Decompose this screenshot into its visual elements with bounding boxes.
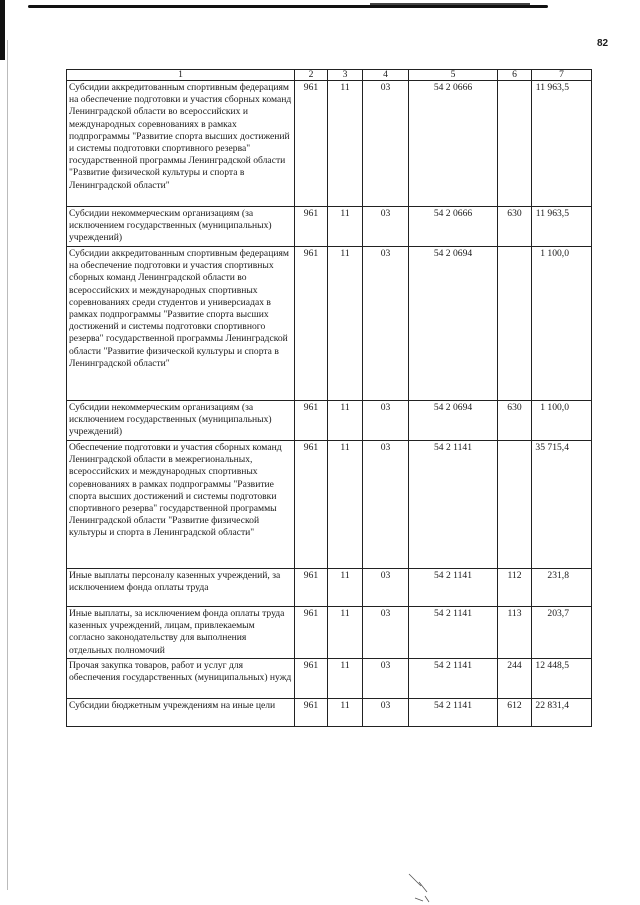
row-subsection-code: 03 <box>363 569 409 607</box>
row-expense-type <box>498 247 532 401</box>
scan-artifact-top-secondary <box>370 3 530 5</box>
row-ministry-code: 961 <box>295 659 328 699</box>
row-amount: 11 963,5 <box>532 81 592 207</box>
table-header-row <box>67 70 592 81</box>
row-target-code: 54 2 0694 <box>409 247 498 401</box>
row-amount: 1 100,0 <box>532 247 592 401</box>
pen-mark <box>405 868 445 905</box>
row-subsection-code: 03 <box>363 247 409 401</box>
row-expense-type <box>498 441 532 569</box>
header-cell: 1 <box>67 70 295 81</box>
row-section-code: 11 <box>328 207 363 247</box>
header-cell: 7 <box>532 70 592 81</box>
row-section-code: 11 <box>328 401 363 441</box>
row-name: Субсидии аккредитованным спортивным федерациям на обеспечение подготовки и участия спортивных сборных команд Ленинградской области во всероссийских и международных спортивных соревнованиях среди студентов и универсиадах в рамках подпрограммы "Развитие спорта высших достижений и системы подготовки спортивного резерва" государственной программы Ленинградской области "Развитие физической культуры и спорта в Ленинградской области" <box>67 247 295 401</box>
row-amount: 203,7 <box>532 607 592 659</box>
header-cell: 4 <box>363 70 409 81</box>
row-ministry-code: 961 <box>295 441 328 569</box>
scan-artifact-top <box>28 5 548 8</box>
table-row <box>67 699 592 727</box>
row-expense-type: 630 <box>498 401 532 441</box>
scan-artifact-edge <box>7 40 8 890</box>
table-row <box>67 441 592 569</box>
row-amount: 231,8 <box>532 569 592 607</box>
row-subsection-code: 03 <box>363 607 409 659</box>
row-target-code: 54 2 1141 <box>409 659 498 699</box>
row-section-code: 11 <box>328 81 363 207</box>
row-subsection-code: 03 <box>363 699 409 727</box>
row-amount: 11 963,5 <box>532 207 592 247</box>
row-name: Субсидии бюджетным учреждениям на иные цели <box>67 699 295 727</box>
row-expense-type: 112 <box>498 569 532 607</box>
row-expense-type: 630 <box>498 207 532 247</box>
row-name: Иные выплаты персоналу казенных учреждений, за исключением фонда оплаты труда <box>67 569 295 607</box>
page-number: 82 <box>597 38 609 49</box>
row-ministry-code: 961 <box>295 699 328 727</box>
row-amount: 12 448,5 <box>532 659 592 699</box>
table-row <box>67 659 592 699</box>
row-name: Субсидии некоммерческим организациям (за исключением государственных (муниципальных) учреждений) <box>67 401 295 441</box>
row-expense-type: 612 <box>498 699 532 727</box>
row-section-code: 11 <box>328 441 363 569</box>
row-subsection-code: 03 <box>363 207 409 247</box>
row-amount: 1 100,0 <box>532 401 592 441</box>
row-target-code: 54 2 0694 <box>409 401 498 441</box>
table-row <box>67 607 592 659</box>
row-ministry-code: 961 <box>295 81 328 207</box>
row-section-code: 11 <box>328 659 363 699</box>
row-name: Иные выплаты, за исключением фонда оплаты труда казенных учреждений, лицам, привлекаемым согласно законодательству для выполнения отдельных полномочий <box>67 607 295 659</box>
row-target-code: 54 2 1141 <box>409 699 498 727</box>
row-target-code: 54 2 0666 <box>409 81 498 207</box>
row-subsection-code: 03 <box>363 81 409 207</box>
row-target-code: 54 2 1141 <box>409 607 498 659</box>
budget-table <box>66 69 592 727</box>
row-expense-type: 244 <box>498 659 532 699</box>
row-target-code: 54 2 1141 <box>409 441 498 569</box>
row-subsection-code: 03 <box>363 401 409 441</box>
header-cell: 2 <box>295 70 328 81</box>
table-row <box>67 81 592 207</box>
row-amount: 35 715,4 <box>532 441 592 569</box>
table-row <box>67 569 592 607</box>
row-name: Субсидии некоммерческим организациям (за исключением государственных (муниципальных) учреждений) <box>67 207 295 247</box>
row-subsection-code: 03 <box>363 659 409 699</box>
row-expense-type: 113 <box>498 607 532 659</box>
table-row <box>67 401 592 441</box>
row-name: Обеспечение подготовки и участия сборных команд Ленинградской области в межрегиональных, всероссийских и международных спортивных соревнованиях в рамках подпрограммы "Развитие спорта высших достижений и системы подготовки спортивного резерва" государственной программы Ленинградской области "Развитие физической культуры и спорта в Ленинградской области" <box>67 441 295 569</box>
row-section-code: 11 <box>328 607 363 659</box>
row-ministry-code: 961 <box>295 607 328 659</box>
row-target-code: 54 2 1141 <box>409 569 498 607</box>
row-section-code: 11 <box>328 699 363 727</box>
row-subsection-code: 03 <box>363 441 409 569</box>
row-name: Прочая закупка товаров, работ и услуг для обеспечения государственных (муниципальных) нужд <box>67 659 295 699</box>
row-ministry-code: 961 <box>295 401 328 441</box>
row-target-code: 54 2 0666 <box>409 207 498 247</box>
row-expense-type <box>498 81 532 207</box>
row-section-code: 11 <box>328 569 363 607</box>
header-cell: 3 <box>328 70 363 81</box>
row-ministry-code: 961 <box>295 569 328 607</box>
table-row <box>67 207 592 247</box>
row-ministry-code: 961 <box>295 207 328 247</box>
header-cell: 5 <box>409 70 498 81</box>
row-amount: 22 831,4 <box>532 699 592 727</box>
row-ministry-code: 961 <box>295 247 328 401</box>
scan-artifact-left <box>0 0 7 60</box>
row-name: Субсидии аккредитованным спортивным федерациям на обеспечение подготовки и участия сборных команд Ленинградской области во всероссийских и международных соревнованиях в рамках подпрограммы "Развитие спорта высших достижений и системы подготовки спортивного резерва" государственной программы Ленинградской области "Развитие физической культуры и спорта в Ленинградской области" <box>67 81 295 207</box>
row-section-code: 11 <box>328 247 363 401</box>
table-row <box>67 247 592 401</box>
header-cell: 6 <box>498 70 532 81</box>
